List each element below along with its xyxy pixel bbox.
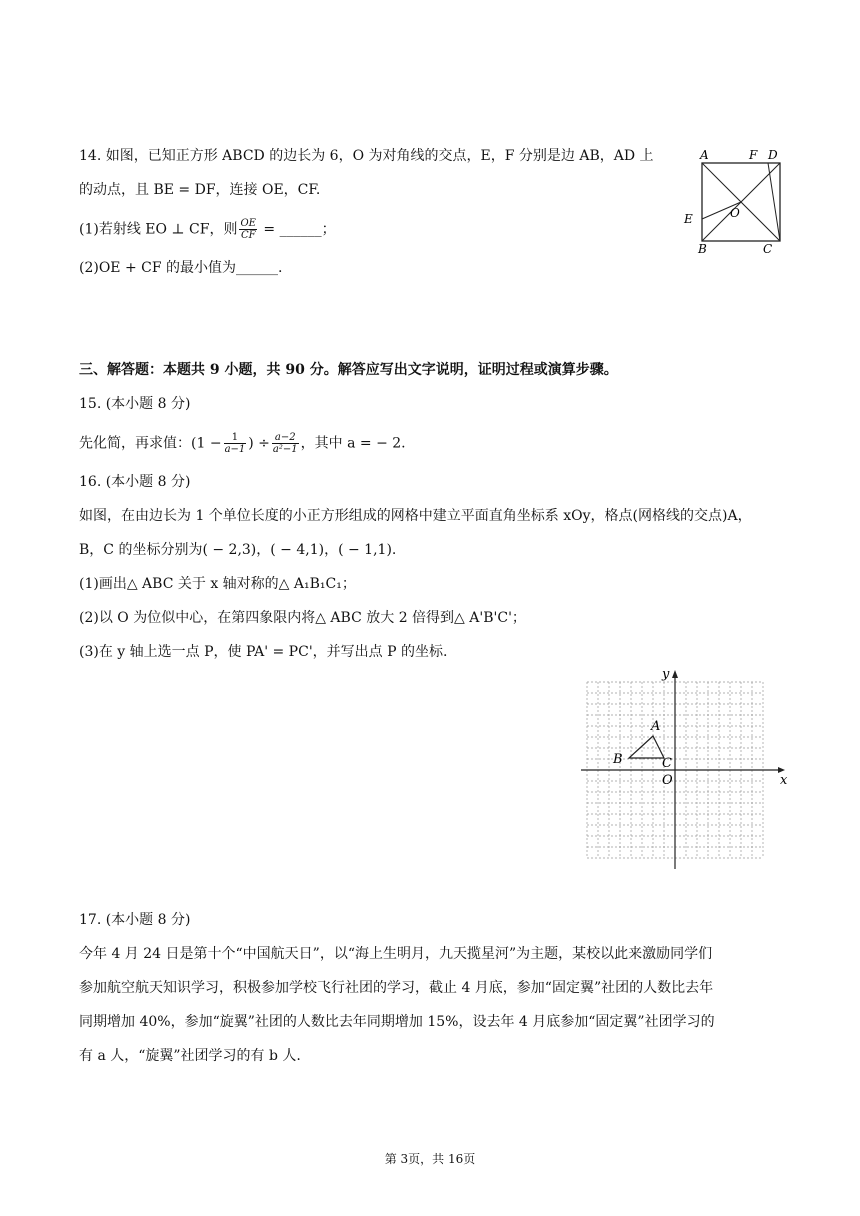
q15-fraction-2 bbox=[272, 432, 299, 455]
q15-prefix: 先化简，再求值：(1 − bbox=[79, 435, 222, 452]
label-C: C bbox=[763, 242, 773, 255]
q15-frac2-num: a−2 bbox=[272, 432, 299, 444]
label-point-A: A bbox=[651, 719, 661, 734]
triangle-abc bbox=[629, 736, 664, 758]
q15-mid: ) ÷ bbox=[248, 435, 270, 452]
q15-expression bbox=[79, 432, 406, 455]
q14-frac-den: CF bbox=[240, 230, 256, 241]
label-D: D bbox=[768, 148, 778, 162]
q17-line2: 参加航空航天知识学习，积极参加学校飞行社团的学习，截止 4 月底，参加“固定翼”社团的人数比去年 bbox=[79, 980, 714, 996]
label-F: F bbox=[749, 148, 758, 162]
label-x: x bbox=[780, 773, 788, 788]
q17-line1: 今年 4 月 24 日是第十个“中国航天日”，以“海上生明月，九天揽星河”为主题，某校以此来激励同学们 bbox=[79, 946, 713, 962]
q14-part1-suffix: = ______； bbox=[258, 221, 336, 238]
q14-frac-num: OE bbox=[240, 218, 256, 229]
label-origin: O bbox=[662, 773, 673, 788]
label-point-C: C bbox=[662, 756, 672, 771]
q15-frac2-den: a²−1 bbox=[272, 444, 298, 455]
label-point-B: B bbox=[613, 752, 623, 767]
q16-part2: (2)以 O 为位似中心，在第四象限内将△ ABC 放大 2 倍得到△ A'B'C'； bbox=[79, 610, 526, 626]
label-y: y bbox=[662, 667, 670, 682]
q16-part1: (1)画出△ ABC 关于 x 轴对称的△ A₁B₁C₁； bbox=[79, 576, 356, 592]
q17-title: 17. (本小题 8 分) bbox=[79, 912, 191, 928]
q14-square-figure bbox=[680, 145, 790, 255]
q16-part3: (3)在 y 轴上选一点 P，使 PA' = PC'，并写出点 P 的坐标. bbox=[79, 644, 448, 660]
label-A: A bbox=[700, 148, 709, 162]
q16-line2: B，C 的坐标分别为( − 2,3)，( − 4,1)，( − 1,1). bbox=[79, 542, 397, 558]
y-axis-arrow bbox=[672, 670, 678, 678]
q17-line3: 同期增加 40%，参加“旋翼”社团的人数比去年同期增加 15%，设去年 4 月底参加“固定翼”社团学习的 bbox=[79, 1014, 715, 1030]
q16-title: 16. (本小题 8 分) bbox=[79, 474, 191, 490]
q14-part2: (2)OE + CF 的最小值为______. bbox=[79, 260, 283, 276]
q16-coordinate-grid bbox=[578, 664, 793, 874]
section3-heading: 三、解答题：本题共 9 小题，共 90 分。解答应写出文字说明，证明过程或演算步骤。 bbox=[79, 362, 618, 378]
page-footer: 第 3页，共 16页 bbox=[384, 1152, 476, 1166]
q15-suffix: ，其中 a = − 2. bbox=[300, 435, 406, 452]
q16-line1: 如图，在由边长为 1 个单位长度的小正方形组成的网格中建立平面直角坐标系 xOy，格点(网格线的交点)A， bbox=[79, 508, 752, 524]
q15-frac1-den: a−1 bbox=[224, 444, 246, 455]
label-O: O bbox=[730, 206, 740, 220]
q14-fraction bbox=[239, 218, 257, 241]
q15-frac1-num: 1 bbox=[224, 432, 247, 444]
q14-part1-prefix: (1)若射线 EO ⊥ CF，则 bbox=[79, 221, 238, 238]
q14-line2: 的动点，且 BE = DF，连接 OE，CF. bbox=[79, 182, 321, 198]
label-B: B bbox=[698, 242, 707, 255]
q15-fraction-1 bbox=[224, 432, 247, 455]
q15-title: 15. (本小题 8 分) bbox=[79, 396, 191, 412]
label-E: E bbox=[684, 212, 693, 226]
q17-line4: 有 a 人，“旋翼”社团学习的有 b 人. bbox=[79, 1048, 301, 1064]
q14-line1: 14. 如图，已知正方形 ABCD 的边长为 6，O 为对角线的交点，E，F 分别是边 AB，AD 上 bbox=[79, 148, 654, 164]
segment-cf bbox=[768, 163, 780, 241]
q14-part1 bbox=[79, 218, 336, 241]
